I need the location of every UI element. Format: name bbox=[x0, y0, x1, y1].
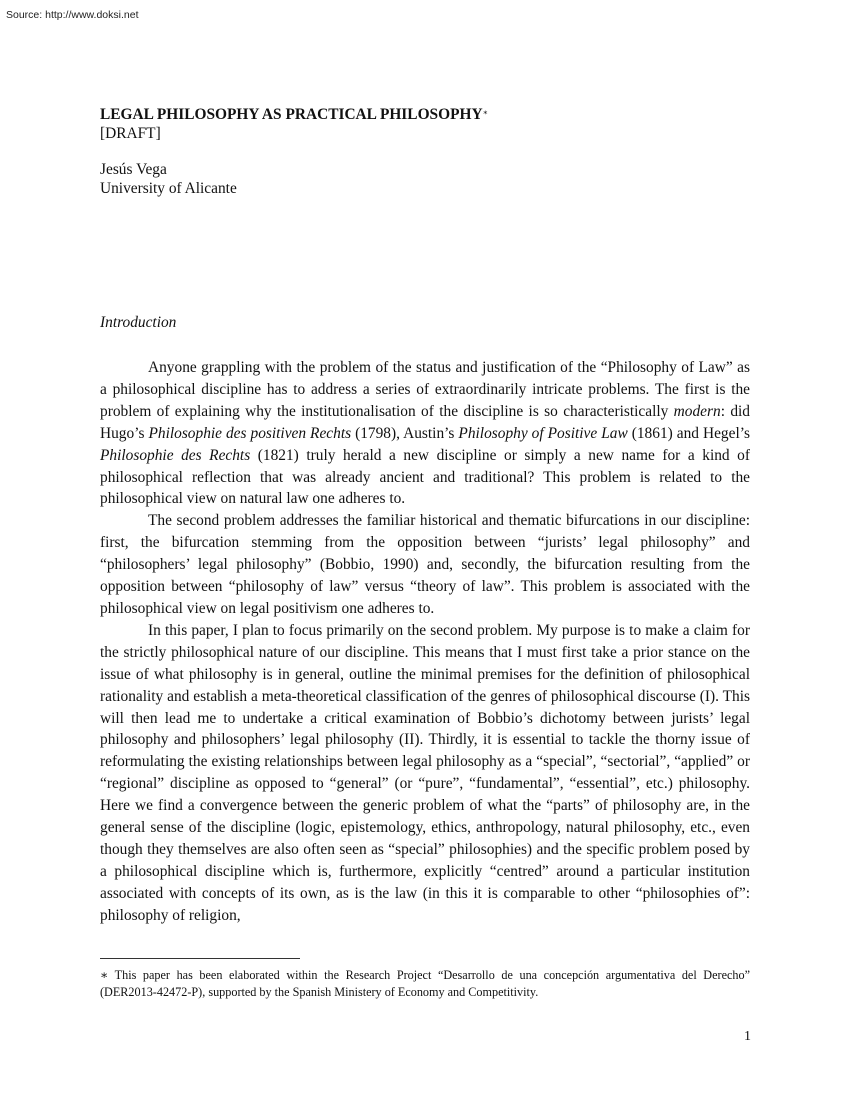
paragraph-3: In this paper, I plan to focus primarily on the second problem. My purpose is to make a claim for the strictly philosophical nature of our discipline. This means that I must first take a prior stance on the issue of what philosophy is in general, outline the minimal premises for the definition of philosophical rationality and establish a meta-theoretical classification of the genres of philosophical discourse (I). This will then lead me to undertake a critical examination of Bobbio’s dichotomy between jurists’ legal philosophy and philosophers’ legal philosophy (II). Thirdly, it is essential to tackle the thorny issue of reformulating the existing relationships between legal philosophy as a “special”, “sectorial”, “applied” or “regional” discipline as opposed to “general” (or “pure”, “fundamental”, “essential”, etc.) philosophy. Here we find a convergence between the generic problem of what the “parts” of philosophy are, in the general sense of the discipline (logic, epistemology, ethics, anthropology, natural philosophy, etc., even though they themselves are also often seen as “special” philosophies) and the specific problem posed by a philosophical discipline which is, furthermore, explicitly “centred” around a particular institution associated with concepts of its own, as is the law (in this it is comparable to other “philosophies of”: philosophy of religion, bbox=[100, 621, 750, 924]
emphasis-modern: modern bbox=[673, 402, 721, 420]
paragraph-1-part-d: (1861) and Hegel’s bbox=[627, 424, 750, 442]
paragraph-1-part-c: (1798), Austin’s bbox=[351, 424, 459, 442]
draft-label: [DRAFT] bbox=[100, 125, 161, 142]
source-note: Source: http://www.doksi.net bbox=[6, 9, 139, 21]
title-austin: Philosophy of Positive Law bbox=[458, 424, 628, 442]
body-text bbox=[100, 357, 750, 927]
title-hegel: Philosophie des Rechts bbox=[100, 446, 251, 464]
paragraph-1-part-e: (1821) truly herald a new discipline or simply a new name for a kind of philosophical reflection that was already ancient and traditional? This problem is related to the philosophical view on natural law one adheres to. bbox=[100, 446, 750, 508]
author-name: Jesús Vega bbox=[100, 161, 167, 178]
paragraph-2: The second problem addresses the familiar historical and thematic bifurcations in our discipline: first, the bifurcation stemming from the opposition between “jurists’ legal philosophy” and “philosophers’ legal philosophy” (Bobbio, 1990) and, secondly, the bifurcation resulting from the opposition between “philosophy of law” versus “theory of law”. This problem is associated with the philosophical view on legal positivism one adheres to. bbox=[100, 512, 750, 617]
footnote-mark: ∗ bbox=[100, 968, 109, 982]
paragraph-1-part-a: Anyone grappling with the problem of the status and justification of the “Philosophy of Law” as a philosophical discipline has to address a series of extraordinarily intricate problems. The first is the problem of explaining why the institutionalisation of the discipline is so characteristically bbox=[100, 359, 750, 420]
paragraph-1 bbox=[100, 357, 750, 510]
title-footnote-mark[interactable]: ∗ bbox=[482, 108, 488, 117]
footnote-divider bbox=[100, 958, 300, 959]
section-heading: Introduction bbox=[100, 314, 177, 331]
author-affiliation: University of Alicante bbox=[100, 180, 237, 197]
footnote bbox=[100, 967, 750, 1001]
page-number: 1 bbox=[744, 1029, 751, 1044]
paper-title: LEGAL PHILOSOPHY AS PRACTICAL PHILOSOPHY bbox=[100, 106, 483, 123]
title-block bbox=[100, 103, 750, 143]
paragraph-1-part-b: : did Hugo’s bbox=[100, 402, 750, 442]
author-block bbox=[100, 160, 750, 198]
title-hugo: Philosophie des positiven Rechts bbox=[148, 424, 352, 442]
footnote-text: This paper has been elaborated within the Research Project “Desarrollo de una concepción argumentativa del Derecho” (DER2013-42472-P), supported by the Spanish Ministery of Economy and Competitivity. bbox=[100, 968, 750, 999]
